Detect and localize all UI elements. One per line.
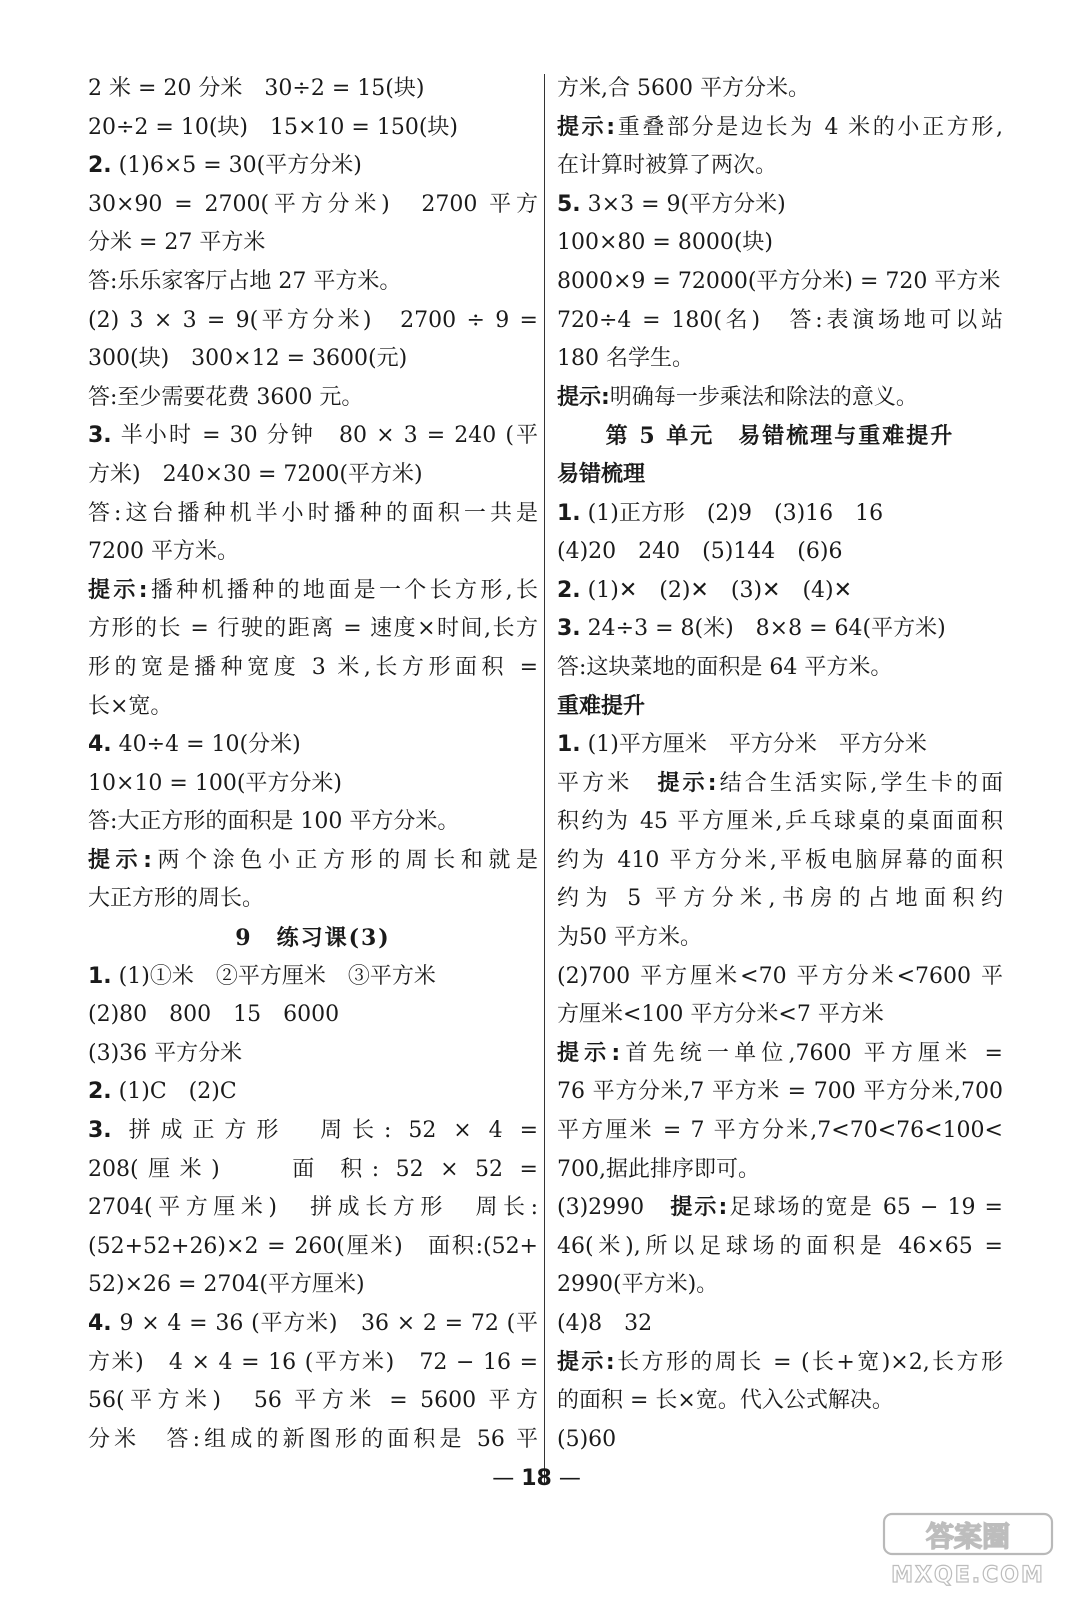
answer-text: (1)①米 ②平方厘米 ③平方米: [118, 963, 436, 989]
answer-text: 300(块) 300×12 = 3600(元): [88, 346, 408, 372]
answer-text: 56(平方米) 56 平方米 = 5600 平方: [88, 1388, 538, 1414]
text-line: [88, 610, 538, 649]
answer-text: 52)×26 = 2704(平方厘米): [88, 1272, 365, 1298]
answer-text: 40÷4 = 10(分米): [118, 732, 301, 758]
answer-text: 大正方形的周长。: [88, 886, 265, 912]
answer-text: 长×宽。: [88, 693, 173, 719]
answer-text: 3×3 = 9(平方分米): [587, 191, 786, 217]
question-number: 1.: [557, 500, 581, 526]
answer-text: 在计算时被算了两次。: [557, 153, 778, 179]
question-number: 5.: [557, 191, 581, 217]
text-line: [88, 109, 538, 148]
watermark-logo: [878, 1510, 1058, 1588]
answer-text: (1)✕ (2)✕ (3)✕ (4)✕: [587, 577, 853, 603]
text-line: [557, 880, 1003, 919]
text-line: [557, 919, 1003, 958]
question-number: 1.: [557, 732, 581, 758]
answer-text: (52+52+26)×2 = 260(厘米) 面积:(52+: [88, 1233, 538, 1259]
answer-text: 的面积 = 长×宽。代入公式解决。: [557, 1388, 894, 1414]
answer-text: 2 米 = 20 分米 30÷2 = 15(块): [88, 76, 425, 101]
text-line: [88, 147, 538, 186]
tip-label: 提示:: [557, 114, 616, 140]
answer-text: 平方米: [557, 770, 658, 796]
answer-text: 700,据此排序即可。: [557, 1156, 760, 1182]
text-line: [557, 958, 1003, 997]
text-line: [557, 379, 1003, 418]
text-line: [557, 726, 1003, 765]
left-column: [88, 70, 538, 1459]
text-line: [88, 572, 538, 611]
text-line: [557, 340, 1003, 379]
text-line: [557, 1035, 1003, 1074]
text-line: [88, 1073, 538, 1112]
tip-text: 长方形的周长 = (长+宽)×2,长方形: [614, 1349, 1003, 1375]
answer-text: 分米 = 27 平方米: [88, 230, 266, 256]
text-line: [557, 1112, 1003, 1151]
section-heading: 第 5 单元 易错梳理与重难提升: [605, 423, 955, 450]
answer-text: (5)60: [557, 1426, 617, 1452]
text-line: [88, 417, 538, 456]
tip-text: 明确每一步乘法和除法的意义。: [609, 384, 918, 410]
text-line: [88, 880, 538, 919]
text-line: [557, 842, 1003, 881]
text-line: [88, 726, 538, 765]
answer-text: (4)8 32: [557, 1311, 653, 1336]
question-number: 4.: [88, 1311, 112, 1336]
tip-label: 提示:: [557, 1040, 621, 1066]
text-line: [557, 649, 1003, 688]
answer-text: 208(厘米) 面 积: 52 × 52 =: [88, 1156, 538, 1182]
text-line: [557, 1151, 1003, 1190]
tip-label: 提示:: [557, 384, 610, 410]
text-line: [88, 1151, 538, 1190]
text-line: [88, 1112, 538, 1151]
text-line: [88, 803, 538, 842]
answer-text: 积约为 45 平方厘米,乒乓球桌的桌面面积: [557, 809, 1003, 835]
text-line: [557, 996, 1003, 1035]
answer-text: 半小时 = 30 分钟 80 × 3 = 240 (平: [120, 423, 538, 449]
text-line: [88, 1382, 538, 1421]
tip-text: 结合生活实际,学生卡的面: [716, 770, 1003, 796]
answer-text: 分米 答:组成的新图形的面积是 56 平: [88, 1426, 538, 1452]
answer-text: 约为 5 平方分米,书房的占地面积约: [557, 886, 1003, 912]
text-line: [88, 340, 538, 379]
text-line: [557, 1228, 1003, 1267]
text-line: [557, 302, 1003, 341]
text-line: [88, 456, 538, 495]
answer-text: 答:大正方形的面积是 100 平方分米。: [88, 809, 460, 835]
text-line: [88, 302, 538, 341]
text-line: [88, 1189, 538, 1228]
tip-text: 足球场的宽是 65 − 19 =: [727, 1195, 1003, 1221]
column-divider: [544, 74, 545, 1484]
text-line: [557, 803, 1003, 842]
text-line: [88, 996, 538, 1035]
question-number: 2.: [557, 577, 581, 603]
question-number: 3.: [88, 1118, 112, 1144]
answer-text: 8000×9 = 72000(平方分米) = 720 平方米: [557, 268, 1001, 294]
text-line: [88, 1266, 538, 1305]
answer-text: (3)36 平方分米: [88, 1040, 243, 1066]
text-line: [88, 70, 538, 109]
subsection-heading: 重难提升: [557, 693, 646, 719]
text-line: [557, 1421, 1003, 1460]
answer-text: 9 × 4 = 36 (平方米) 36 × 2 = 72 (平: [119, 1311, 538, 1336]
answer-text: 2990(平方米)。: [557, 1272, 719, 1298]
answer-text: 答:这台播种机半小时播种的面积一共是: [88, 500, 538, 526]
question-number: 3.: [88, 423, 112, 449]
text-line: [557, 147, 1003, 186]
answer-text: 方米) 240×30 = 7200(平方米): [88, 461, 423, 487]
text-line: [557, 1266, 1003, 1305]
answer-text: 约为 410 平方分米,平板电脑屏幕的面积: [557, 847, 1003, 873]
text-line: [88, 958, 538, 997]
text-line: [88, 533, 538, 572]
text-line: [88, 224, 538, 263]
subsection-heading: 易错梳理: [557, 461, 646, 487]
text-line: [557, 610, 1003, 649]
text-line: [557, 765, 1003, 804]
answer-text: 形的宽是播种宽度 3 米,长方形面积 =: [88, 654, 538, 680]
watermark-domain: MXQE.COM: [891, 1563, 1045, 1588]
text-line: [88, 186, 538, 225]
question-number: 4.: [88, 732, 112, 758]
answer-text: 为50 平方米。: [557, 925, 702, 951]
answer-text: 答:这块菜地的面积是 64 平方米。: [557, 654, 893, 680]
text-line: [557, 1344, 1003, 1383]
tip-label: 提示:: [557, 1349, 615, 1375]
watermark-title: 答案圈: [925, 1520, 1011, 1553]
question-number: 1.: [88, 963, 112, 989]
answer-text: (4)20 240 (5)144 (6)6: [557, 539, 843, 565]
answer-text: 720÷4 = 180(名) 答:表演场地可以站: [557, 307, 1003, 333]
text-line: [557, 70, 1003, 109]
answer-text: 答:乐乐家客厅占地 27 平方米。: [88, 268, 402, 294]
answer-text: 180 名学生。: [557, 346, 694, 372]
text-line: [88, 765, 538, 804]
answer-text: 答:至少需要花费 3600 元。: [88, 384, 364, 410]
tip-text: 重叠部分是边长为 4 米的小正方形,: [615, 114, 1003, 140]
text-line: [88, 379, 538, 418]
page-number-value: 18: [521, 1466, 552, 1491]
text-line: [557, 186, 1003, 225]
answer-text: 76 平方分米,7 平方米 = 700 平方分米,700: [557, 1079, 1003, 1105]
text-line: [557, 1073, 1003, 1112]
answer-text: 方米) 4 × 4 = 16 (平方米) 72 − 16 =: [88, 1349, 538, 1375]
answer-text: 7200 平方米。: [88, 539, 239, 565]
tip-label: 提示:: [88, 577, 148, 603]
text-line: [557, 1382, 1003, 1421]
page-dash-left: —: [492, 1466, 515, 1491]
text-line: [557, 495, 1003, 534]
answer-text: 方形的长 = 行驶的距离 = 速度×时间,长方: [88, 616, 538, 642]
page-dash-right: —: [558, 1466, 581, 1491]
answer-text: (1)6×5 = 30(平方分米): [118, 153, 362, 179]
text-line: [557, 109, 1003, 148]
answer-text: 24÷3 = 8(米) 8×8 = 64(平方米): [587, 616, 946, 642]
answer-text: 20÷2 = 10(块) 15×10 = 150(块): [88, 114, 459, 140]
text-line: [88, 649, 538, 688]
text-line: [557, 1189, 1003, 1228]
text-line: [557, 572, 1003, 611]
text-line: [88, 1421, 538, 1460]
tip-text: 两个涂色小正方形的周长和就是: [151, 847, 538, 873]
answer-text: 方厘米<100 平方分米<7 平方米: [557, 1002, 884, 1028]
answer-text: (1)平方厘米 平方分米 平方分米: [587, 732, 927, 758]
text-line: [88, 1035, 538, 1074]
text-line: [88, 263, 538, 302]
answer-text: 方米,合 5600 平方分米。: [557, 76, 810, 101]
question-number: 2.: [88, 1079, 112, 1105]
text-line: [88, 842, 538, 881]
answer-text: (2) 3 × 3 = 9(平方分米) 2700 ÷ 9 =: [88, 307, 538, 333]
answer-text: 平方厘米 = 7 平方分米,7<70<76<100<: [557, 1118, 1003, 1144]
text-line: [557, 263, 1003, 302]
answer-text: 46(米),所以足球场的面积是 46×65 =: [557, 1233, 1003, 1259]
page-number: [0, 1466, 1073, 1491]
text-line: [88, 688, 538, 727]
right-column: [557, 70, 1003, 1459]
text-line: [88, 495, 538, 534]
answer-text: (1)正方形 (2)9 (3)16 16: [587, 500, 884, 526]
tip-label: 提示:: [670, 1195, 728, 1221]
text-line: [557, 1305, 1003, 1344]
question-number: 2.: [88, 153, 112, 179]
text-line: [88, 1228, 538, 1267]
text-line: [88, 1344, 538, 1383]
tip-text: 首先统一单位,7600 平方厘米 =: [620, 1040, 1003, 1066]
answer-text: (2)700 平方厘米<70 平方分米<7600 平: [557, 963, 1003, 989]
answer-text: (2)80 800 15 6000: [88, 1002, 340, 1028]
answer-text: 拼成正方形 周长: 52 × 4 =: [128, 1118, 538, 1144]
answer-text: (3)2990: [557, 1195, 671, 1221]
answer-text: 30×90 = 2700(平方分米) 2700 平方: [88, 191, 538, 217]
tip-label: 提示:: [657, 770, 717, 796]
answer-text: 10×10 = 100(平方分米): [88, 770, 342, 796]
text-line: [557, 533, 1003, 572]
tip-label: 提示:: [88, 847, 152, 873]
answer-text: 2704(平方厘米) 拼成长方形 周长:: [88, 1195, 538, 1221]
section-heading: 9 练习课(3): [235, 925, 391, 952]
text-line: [557, 224, 1003, 263]
question-number: 3.: [557, 616, 581, 642]
answer-text: 100×80 = 8000(块): [557, 230, 773, 256]
answer-text: (1)C (2)C: [118, 1079, 237, 1105]
text-line: [88, 1305, 538, 1344]
tip-text: 播种机播种的地面是一个长方形,长: [147, 577, 538, 603]
